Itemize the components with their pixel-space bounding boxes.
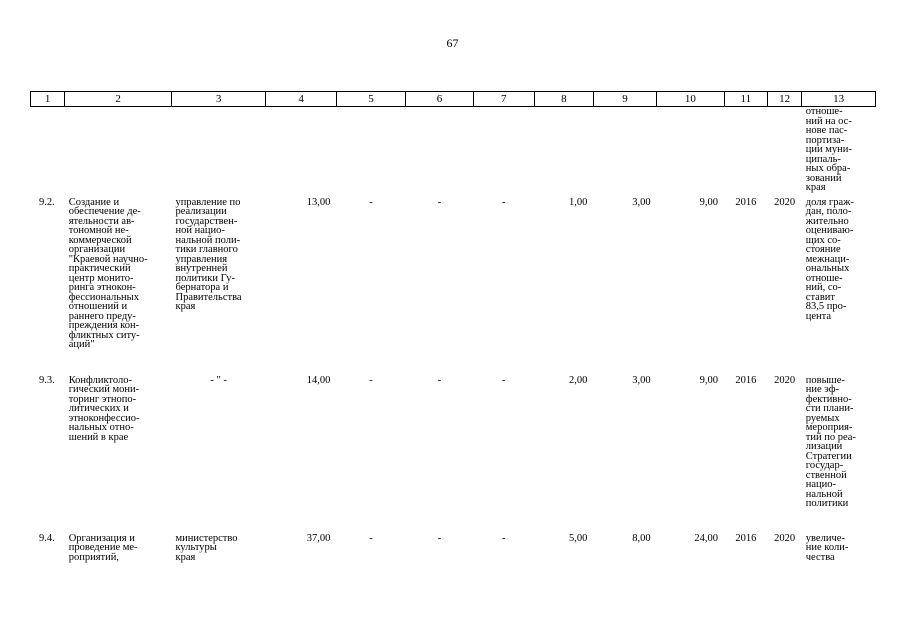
responsible-executor: [171, 371, 265, 529]
cell-text-line: управление по: [175, 196, 241, 208]
cell-text-line: "Краевой научно-: [68, 253, 148, 265]
cell-text-line: жительно: [805, 215, 849, 227]
expected-result: [802, 529, 876, 569]
header-cell: 2: [65, 92, 172, 107]
cell-text-line: щих со-: [805, 234, 841, 246]
value-col6: -: [437, 374, 442, 386]
cell-text-line: 83,5 про-: [805, 301, 847, 312]
responsible-executor: [171, 529, 265, 569]
cell-text-line: государствен-: [175, 215, 238, 227]
cell-text-line: ональных: [805, 263, 850, 274]
expected-result: [802, 371, 876, 529]
end-year: 2020: [774, 374, 796, 386]
end-year: 2020: [774, 196, 796, 208]
value-col6: -: [437, 196, 442, 208]
header-cell: 3: [171, 92, 265, 107]
value-col8: 1,00: [569, 196, 588, 208]
cell-text-line: Организация и: [68, 532, 135, 544]
table-row: [31, 107, 876, 193]
measure-name: [65, 371, 172, 529]
cell-text-line: нальной: [805, 488, 843, 500]
header-cell: 9: [593, 92, 656, 107]
cell-text-line: нацио-: [805, 479, 837, 490]
cell-text-line: аций": [68, 339, 95, 350]
cell-text-line: края: [805, 182, 826, 193]
cell-text-line: цента: [805, 310, 832, 322]
value-col7: -: [502, 374, 506, 386]
value-col7: -: [502, 532, 506, 544]
table-row: [31, 193, 876, 371]
header-cell: 7: [473, 92, 534, 107]
cell-text-line: края: [175, 301, 196, 312]
table-body: [31, 107, 876, 569]
cell-text-line: доля граж-: [805, 196, 854, 208]
header-cell: 12: [768, 92, 802, 107]
cell-text-line: нальных отно-: [68, 422, 134, 433]
cell-text-line: организации: [68, 244, 126, 255]
cell-text-line: портиза-: [805, 134, 845, 146]
cell-text-line: Правительства: [175, 291, 242, 303]
value-col10: 24,00: [694, 532, 719, 544]
cell-text-line: раннего преду-: [68, 310, 136, 322]
header-cell: 5: [336, 92, 405, 107]
cell-text-line: дан, поло-: [805, 206, 852, 217]
value-col8: 2,00: [569, 374, 588, 386]
cell-text-line: ной нацио-: [175, 225, 225, 236]
value-col5: [336, 107, 405, 193]
cell-text-line: преждения кон-: [68, 320, 140, 331]
cell-text-line: мероприя-: [805, 422, 853, 433]
value-col7: [473, 107, 534, 193]
cell-text-line: увеличе-: [805, 532, 845, 544]
cell-text-line: Создание и: [68, 196, 120, 208]
measure-name: [65, 529, 172, 569]
cell-text-line: торинг этнопо-: [68, 393, 137, 405]
measure-name: [65, 193, 172, 371]
cell-text-line: гический мони-: [68, 384, 140, 395]
cell-text-line: ринга этнокон-: [68, 282, 136, 293]
start-year: 2016: [735, 374, 757, 386]
program-table: [30, 91, 876, 569]
cell-text-line: ний на ос-: [805, 115, 852, 127]
cell-text-line: ственной: [805, 469, 847, 481]
header-cell: 8: [534, 92, 593, 107]
value-col6: -: [437, 532, 442, 544]
cell-text-line: государ-: [805, 460, 844, 471]
start-year: 2016: [735, 532, 757, 544]
cell-text-line: этноконфессио-: [68, 412, 140, 424]
header-cell: 11: [724, 92, 768, 107]
value-col9: 3,00: [632, 374, 651, 386]
cell-text-line: фессиональных: [68, 291, 139, 303]
cell-text-line: нальной поли-: [175, 234, 241, 246]
value-col5: -: [369, 196, 373, 208]
end-year: [768, 107, 802, 193]
cell-text-line: нове пас-: [805, 125, 848, 136]
cell-text-line: ние коли-: [805, 542, 849, 553]
cell-text-line: политики: [805, 498, 849, 509]
cell-text-line: Конфликтоло-: [68, 374, 132, 386]
table-row: [31, 371, 876, 529]
cell-text-line: - " -: [210, 374, 227, 386]
responsible-executor: [171, 193, 265, 371]
value-col9: [593, 107, 656, 193]
cell-text-line: реализации: [175, 206, 227, 217]
table-row: [31, 529, 876, 569]
cell-text-line: отноше-: [805, 272, 843, 284]
cell-text-line: роприятий,: [68, 551, 119, 563]
cell-text-line: ции муни-: [805, 144, 852, 155]
cell-text-line: коммерческой: [68, 234, 132, 246]
expected-result: [802, 193, 876, 371]
responsible-executor: [171, 107, 265, 193]
cell-text-line: тий по реа-: [805, 431, 856, 443]
header-cell: 4: [266, 92, 337, 107]
cell-text-line: бернатора и: [175, 282, 229, 293]
value-col10: 9,00: [699, 196, 719, 208]
cell-text-line: политики Гу-: [175, 272, 236, 284]
row-number: 9.3.: [38, 374, 55, 386]
value-col8: 5,00: [569, 532, 588, 544]
value-col9: 8,00: [632, 532, 651, 544]
cell-text-line: ных обра-: [805, 163, 851, 174]
cell-text-line: фективно-: [805, 393, 852, 405]
cell-text-line: тономной не-: [68, 225, 129, 236]
cell-text-line: оцениваю-: [805, 225, 854, 236]
cell-text-line: министерство: [175, 532, 238, 544]
header-cell: 10: [657, 92, 724, 107]
cell-text-line: чества: [805, 551, 835, 563]
value-total: 14,00: [306, 374, 331, 386]
cell-text-line: зований: [805, 172, 842, 184]
value-col5: -: [369, 374, 373, 386]
cell-text-line: лизации: [805, 441, 843, 452]
value-col5: -: [369, 532, 373, 544]
cell-text-line: обеспечение де-: [68, 206, 141, 217]
row-number: 9.2.: [38, 196, 55, 208]
cell-text-line: управления: [175, 253, 228, 265]
cell-text-line: проведение ме-: [68, 542, 138, 553]
cell-text-line: центр монито-: [68, 272, 134, 284]
value-col9: 3,00: [632, 196, 651, 208]
header-cell: 1: [31, 92, 65, 107]
cell-text-line: руемых: [805, 412, 840, 424]
start-year: 2016: [735, 196, 757, 208]
cell-text-line: края: [175, 551, 196, 563]
cell-text-line: ние эф-: [805, 384, 840, 395]
cell-text-line: ципаль-: [805, 153, 841, 165]
cell-text-line: стояние: [805, 244, 841, 255]
row-number: [31, 107, 65, 193]
cell-text-line: повыше-: [805, 374, 845, 386]
value-col10: 9,00: [699, 374, 719, 386]
cell-text-line: ний, со-: [805, 282, 842, 293]
cell-text-line: межнаци-: [805, 253, 850, 265]
measure-name: [65, 107, 172, 193]
value-total: 13,00: [306, 196, 331, 208]
value-col10: [657, 107, 724, 193]
cell-text-line: отношений и: [68, 301, 128, 312]
cell-text-line: ставит: [805, 291, 835, 303]
header-row: [31, 92, 876, 107]
cell-text-line: ятельности ав-: [68, 215, 135, 227]
page-number: 67: [446, 36, 459, 50]
start-year: [724, 107, 768, 193]
value-col8: [534, 107, 593, 193]
cell-text-line: практический: [68, 263, 131, 274]
cell-text-line: фликтных ситу-: [68, 329, 140, 341]
cell-text-line: литических и: [68, 403, 129, 414]
cell-text-line: тики главного: [175, 244, 238, 255]
expected-result: [802, 107, 876, 193]
cell-text-line: шений в крае: [68, 431, 129, 443]
value-total: 37,00: [306, 532, 331, 544]
cell-text-line: сти плани-: [805, 403, 854, 414]
cell-text-line: отноше-: [805, 106, 843, 117]
header-cell: 6: [406, 92, 473, 107]
value-col6: [406, 107, 473, 193]
value-total: [266, 107, 337, 193]
row-number: 9.4.: [38, 532, 55, 544]
cell-text-line: Стратегии: [805, 450, 852, 462]
value-col7: -: [502, 196, 506, 208]
end-year: 2020: [774, 532, 796, 544]
header-cell: 13: [802, 92, 876, 107]
cell-text-line: культуры: [175, 542, 217, 553]
cell-text-line: внутренней: [175, 263, 228, 274]
